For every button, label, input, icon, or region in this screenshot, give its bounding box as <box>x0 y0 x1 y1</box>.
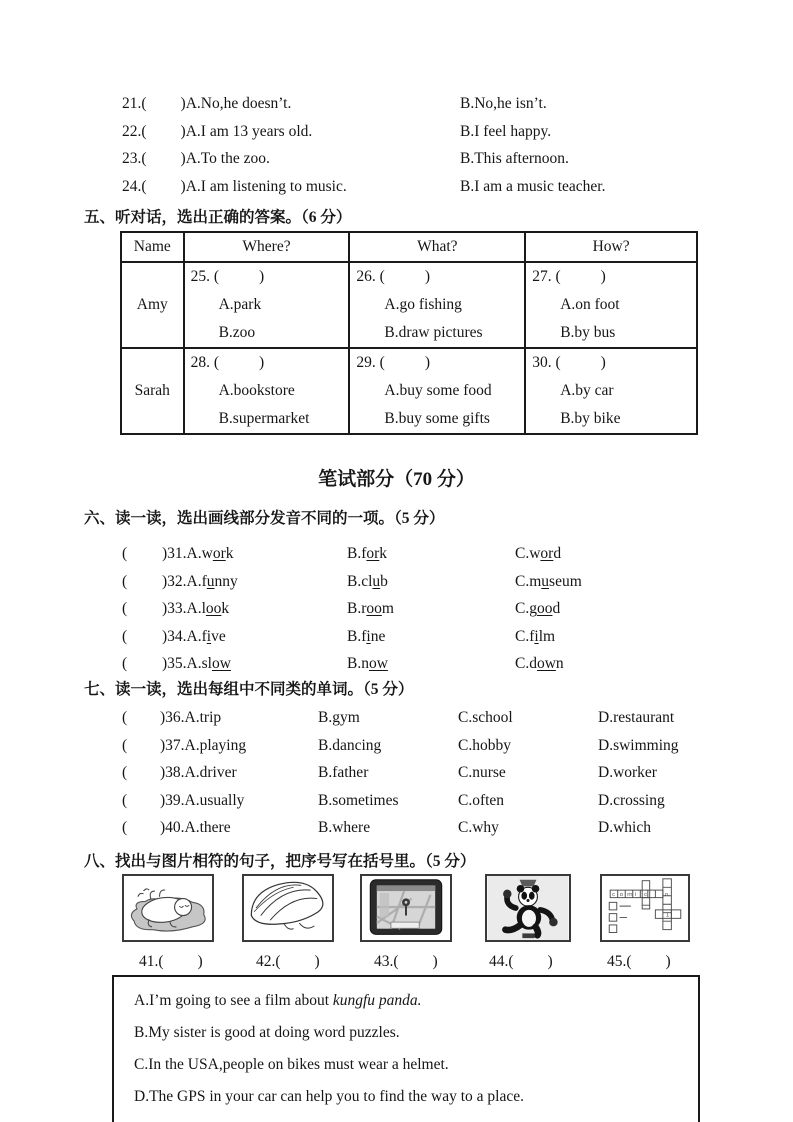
question-row-23 <box>122 145 605 173</box>
answer-blank: ( ) <box>555 268 606 285</box>
table-cell-q27: 27. ( ) A.on foot B.by bus <box>526 263 696 347</box>
answer-blank: ( ) <box>508 953 553 970</box>
table-row-amy <box>122 263 696 349</box>
answer-blank: ( <box>122 764 128 781</box>
option-b: B.No,he isn’t. <box>460 95 547 112</box>
option-a: )37.A.playing <box>160 736 247 754</box>
student-name: Amy <box>122 263 185 347</box>
questions-36-40 <box>122 704 679 842</box>
option-b: B.zoo <box>218 324 256 341</box>
table-header-how: How? <box>592 238 630 255</box>
answer-blank: ( ) <box>141 150 186 167</box>
table-cell-q29: 29. ( ) A.buy some food B.buy some gifts <box>350 349 526 433</box>
answer-blank: ( ) <box>141 122 186 140</box>
option-c: C.often <box>458 791 505 809</box>
option-a: A.park <box>218 296 262 313</box>
answer-blank: ( ) <box>379 268 431 285</box>
option-a: A.on foot <box>560 296 620 313</box>
sentence-a: A.I’m going to see a film about kungfu panda. <box>134 992 422 1009</box>
answer-blank: ( <box>122 627 128 645</box>
crossword-puzzle-illustration <box>602 876 688 940</box>
section8-title: 八、找出与图片相符的句子，把序号写在括号里。（5 分） <box>84 853 476 870</box>
option-b: B.supermarket <box>218 410 310 427</box>
answer-blank: ( ) <box>393 953 438 970</box>
option-c: C.word <box>515 545 562 562</box>
option-a: )39.A.usually <box>160 791 245 809</box>
option-d: D.which <box>598 819 651 836</box>
section6-title: 六、读一读，选出画线部分发音不同的一项。（5 分） <box>84 510 445 527</box>
sentence-b: B.My sister is good at doing word puzzles. <box>134 1024 400 1041</box>
answer-blank: ( ) <box>275 953 320 970</box>
section5-title: 五、听对话，选出正确的答案。（6 分） <box>84 209 352 226</box>
question-row-33 <box>122 595 582 623</box>
picture-strip <box>122 874 690 942</box>
svg-text:1: 1 <box>665 912 670 919</box>
answer-blank: ( ) <box>555 354 606 371</box>
option-b: B.sometimes <box>318 791 399 809</box>
picture-answer-label-42: 42.( ) <box>256 953 320 970</box>
question-row-21 <box>122 90 605 118</box>
answer-blank: ( <box>122 600 128 617</box>
picture-44-kungfu-panda <box>485 874 571 942</box>
option-a: A.buy some food <box>384 382 492 399</box>
option-a: 24.( )A.I am listening to music. <box>122 177 347 195</box>
option-a: 21.( )A.No,he doesn’t. <box>122 95 292 112</box>
answer-blank: ( ) <box>626 953 671 970</box>
option-a: )38.A.driver <box>160 764 237 781</box>
answer-blank: ( <box>122 655 128 672</box>
question-row-38 <box>122 759 679 787</box>
picture-answer-label-43: 43.( ) <box>374 953 438 970</box>
picture-43-gps-device <box>360 874 452 942</box>
option-c: C.hobby <box>458 736 511 754</box>
option-b: B.where <box>318 819 371 836</box>
table-header-where: Where? <box>185 233 351 261</box>
option-c: C.film <box>515 627 556 645</box>
table-header-row <box>122 233 696 263</box>
question-row-37 <box>122 732 679 760</box>
option-a: A.bookstore <box>218 382 295 399</box>
option-a: )33.A.look <box>162 600 230 617</box>
option-b: B.now <box>347 655 388 672</box>
option-d: D.restaurant <box>598 709 675 726</box>
question-row-24 <box>122 173 605 201</box>
questions-31-35 <box>122 540 582 678</box>
option-a: )31.A.work <box>162 545 234 562</box>
option-a: A.by car <box>560 382 614 399</box>
option-b: B.fork <box>347 545 388 562</box>
option-b: B.father <box>318 764 369 781</box>
sentence-c: C.In the USA,people on bikes must wear a helmet. <box>134 1056 449 1073</box>
option-a: 23.( )A.To the zoo. <box>122 150 270 167</box>
student-name: Sarah <box>122 349 185 433</box>
table-cell-q30: 30. ( ) A.by car B.by bike <box>526 349 696 433</box>
option-b: B.dancing <box>318 736 382 754</box>
section7-title: 七、读一读，选出每组中不同类的单词。（5 分） <box>84 681 414 698</box>
option-d: D.crossing <box>598 791 665 809</box>
questions-21-24 <box>122 90 605 200</box>
option-a: )32.A.funny <box>162 572 238 590</box>
option-a: )36.A.trip <box>160 709 222 726</box>
option-c: C.good <box>515 600 561 617</box>
picture-answer-label-45: 45.( ) <box>607 953 671 970</box>
picture-answer-label-44: 44.( ) <box>489 953 553 970</box>
option-b: B.club <box>347 572 388 590</box>
sleeping-person-illustration <box>124 876 212 940</box>
answer-blank: ( ) <box>141 177 186 195</box>
question-row-32 <box>122 568 582 596</box>
kungfu-panda-illustration <box>487 876 569 940</box>
answer-blank: ( <box>122 736 128 754</box>
listening-table <box>120 231 698 435</box>
option-a: )34.A.five <box>162 627 226 645</box>
gps-device-illustration <box>362 876 450 940</box>
option-b: B.buy some gifts <box>384 410 490 427</box>
answer-blank: ( ) <box>213 354 265 371</box>
option-a: 22.( )A.I am 13 years old. <box>122 122 313 140</box>
sentence-d: D.The GPS in your car can help you to find the way to a place. <box>134 1088 524 1105</box>
option-b: B.I am a music teacher. <box>460 177 606 195</box>
table-cell-q25: 25. ( ) A.park B.zoo <box>185 263 351 347</box>
option-a: )35.A.slow <box>162 655 231 672</box>
option-b: B.by bike <box>560 410 621 427</box>
svg-text:c: c <box>644 892 648 899</box>
svg-text:i: i <box>634 892 637 899</box>
question-row-34 <box>122 623 582 651</box>
table-header-name: Name <box>122 233 185 261</box>
answer-blank: ( <box>122 791 128 809</box>
bicycle-helmet-illustration <box>244 876 332 940</box>
answer-blank: ( ) <box>141 95 186 112</box>
option-b: B.This afternoon. <box>460 150 569 167</box>
option-c: C.down <box>515 655 564 672</box>
question-row-39 <box>122 787 679 815</box>
question-row-22 <box>122 118 605 146</box>
option-c: C.museum <box>515 572 582 590</box>
table-row-sarah <box>122 349 696 433</box>
option-a: A.go fishing <box>384 296 462 313</box>
option-d: D.swimming <box>598 736 679 754</box>
table-cell-q28: 28. ( ) A.bookstore B.supermarket <box>185 349 351 433</box>
answer-blank: ( ) <box>213 268 265 285</box>
option-b: B.fine <box>347 627 386 645</box>
question-row-36 <box>122 704 679 732</box>
answer-blank: ( <box>122 572 128 590</box>
picture-45-crossword-puzzle <box>600 874 690 942</box>
answer-blank: ( <box>122 709 128 726</box>
sentence-box <box>112 975 700 1122</box>
option-c: C.why <box>458 819 499 836</box>
question-row-31 <box>122 540 582 568</box>
picture-answer-label-41: 41.( ) <box>139 953 203 970</box>
svg-text:o: o <box>664 892 669 899</box>
picture-42-bicycle-helmet <box>242 874 334 942</box>
answer-blank: ( ) <box>158 953 203 970</box>
table-cell-q26: 26. ( ) A.go fishing B.draw pictures <box>350 263 526 347</box>
answer-blank: ( <box>122 545 128 562</box>
question-row-40 <box>122 814 679 842</box>
option-b: B.gym <box>318 709 360 726</box>
option-d: D.worker <box>598 764 657 781</box>
svg-text:o: o <box>619 892 624 899</box>
written-part-title: 笔试部分（70 分） <box>318 469 475 490</box>
option-b: B.by bus <box>560 324 616 341</box>
picture-41-sleeping-person <box>122 874 214 942</box>
option-b: B.I feel happy. <box>460 122 552 140</box>
svg-text:c: c <box>612 892 616 899</box>
option-c: C.school <box>458 709 513 726</box>
option-b: B.room <box>347 600 394 617</box>
option-b: B.draw pictures <box>384 324 483 341</box>
svg-text:m: m <box>627 892 633 899</box>
option-a: )40.A.there <box>160 819 231 836</box>
table-header-what: What? <box>350 233 526 261</box>
question-row-35 <box>122 650 582 678</box>
option-c: C.nurse <box>458 764 506 781</box>
answer-blank: ( <box>122 819 128 836</box>
film-title: kungfu panda. <box>332 992 422 1009</box>
answer-blank: ( ) <box>379 354 431 371</box>
